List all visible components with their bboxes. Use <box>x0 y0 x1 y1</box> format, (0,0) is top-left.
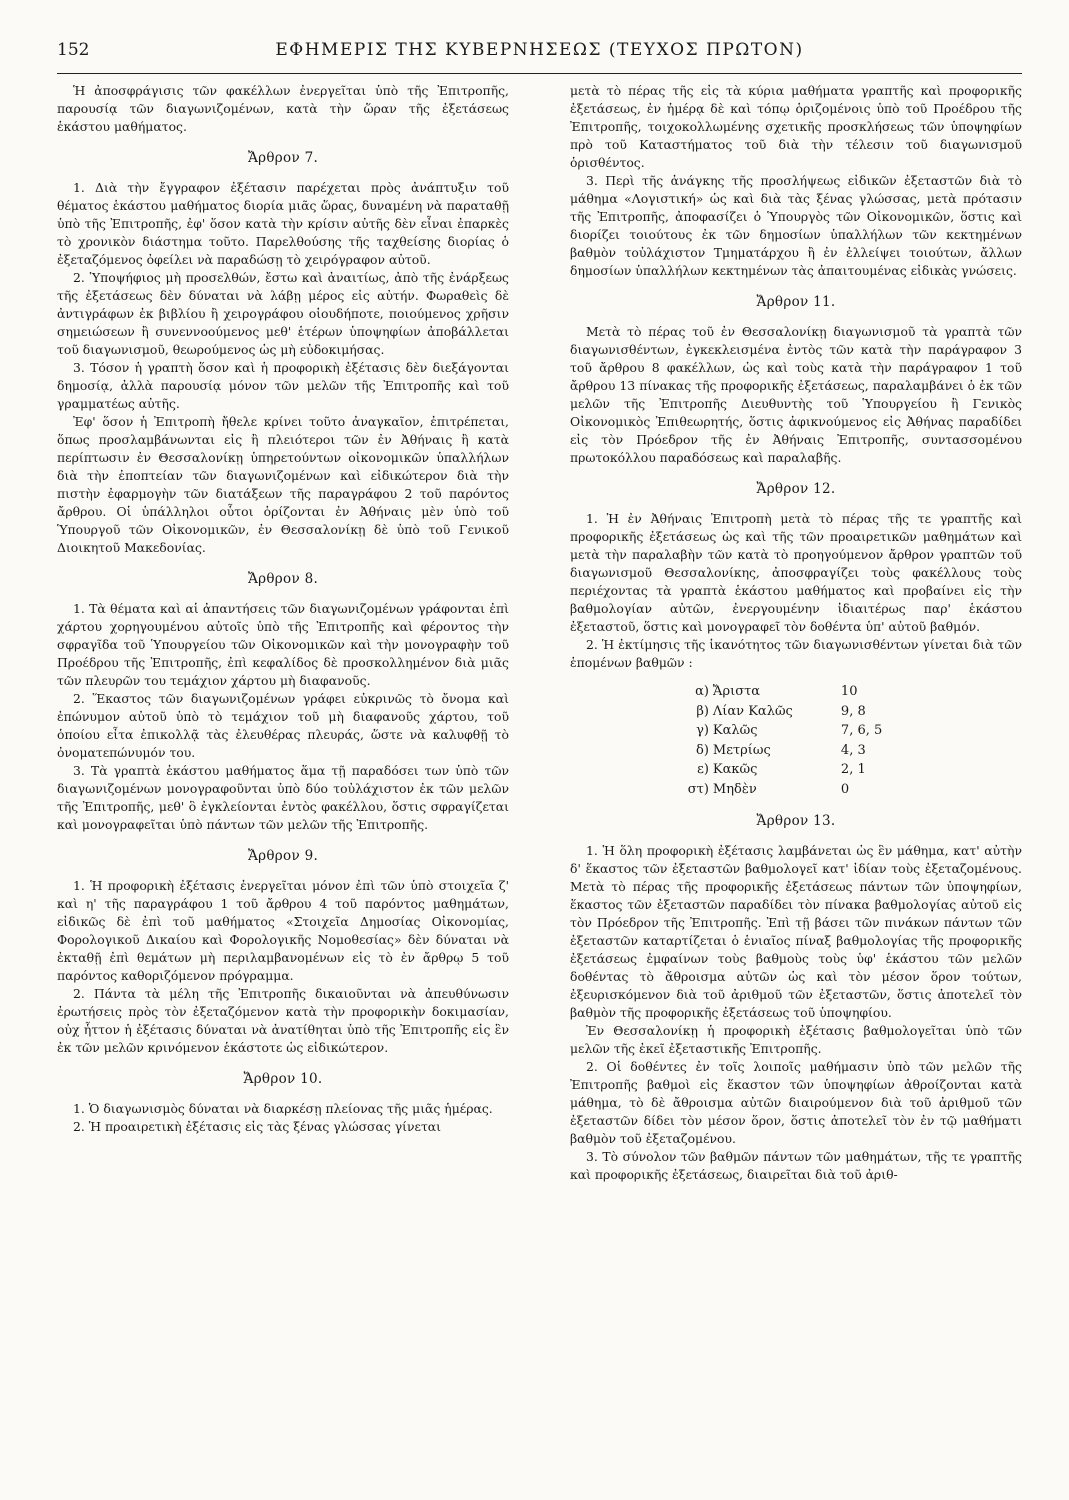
paragraph: 1. Ἡ ὅλη προφορικὴ ἐξέτασις λαμβάνεται ὡς ἓν μάθημα, κατ' αὐτὴν δ' ἕκαστος τῶν ἐξεταστῶν βαθμολογεῖ κατ' ἰδίαν τοὺς ἐξεταζομένους. Μετὰ τὸ πέρας τῆς προφορικῆς ἐξετάσεως πάντων τῶν ὑποψηφίων, ἕκαστος τῶν ἐξεταστῶν παραδίδει τὸν πίνακα βαθμολογίας αὐτοῦ εἰς τὸν Πρόεδρον τῆς Ἐπιτροπῆς. Ἐπὶ τῇ βάσει τῶν πινάκων πάντων τῶν ἐξεταστῶν καταρτίζεται ὁ ἑνιαῖος πίναξ βαθμολογίας τῆς προφορικῆς ἐξετάσεως ἐμφαίνων τοὺς βαθμοὺς τοὺς ὑφ' ἑκάστου τῶν μελῶν δοθέντας τὸ ἄθροισμα αὐτῶν ὡς καὶ τὸν μέσον ὅρον τούτων, ἐξευρισκόμενον διὰ τοῦ ἀριθμοῦ τῶν ἐξεταστῶν, ὅστις ἀποτελεῖ τὸν βαθμὸν τῆς προφορικῆς ἐξετάσεως τοῦ ὑποψηφίου. <box>570 843 1022 1020</box>
paragraph: 1. Τὰ θέματα καὶ αἱ ἀπαντήσεις τῶν διαγωνιζομένων γράφονται ἐπὶ χάρτου χορηγουμένου αὐτοῖς ὑπὸ τῆς Ἐπιτροπῆς καὶ φέροντος τὴν σφραγῖδα τοῦ Ὑπουργείου τῶν Οἰκονομικῶν καὶ τὴν μονογραφὴν τοῦ Προέδρου τῆς Ἐπιτροπῆς, ἐπὶ κεφαλίδος δὲ προσκολλημένον διὰ μιᾶς τῶν πλευρῶν του τεμάχιον χάρτου μὴ διαφανοῦς. <box>57 601 509 688</box>
page-number: 152 <box>57 40 90 60</box>
grade-name: Καλῶς <box>712 723 758 738</box>
grade-row <box>640 702 900 722</box>
paragraph: 2. Οἱ δοθέντες ἐν τοῖς λοιποῖς μαθήμασιν ὑπὸ τῶν μελῶν τῆς Ἐπιτροπῆς βαθμοὶ εἰς ἕκαστον τῶν ὑποψηφίων ἀθροίζονται κατὰ μάθημα, τὸ δὲ ἄθροισμα αὐτῶν διαιρούμενον διὰ τοῦ ἀριθμοῦ τῶν ἐξεταστῶν δίδει τὸν μέσον ὅρον, ὅστις ἀποτελεῖ τὸν ἐν τῷ μαθήματι βαθμὸν τοῦ ἐξεταζομένου. <box>570 1059 1022 1146</box>
paragraph: 2. Ἡ προαιρετικὴ ἐξέτασις εἰς τὰς ξένας γλώσσας γίνεται <box>73 1119 442 1134</box>
page-header <box>57 40 1022 74</box>
grade-letter: δ) <box>696 742 709 758</box>
grade-value: 10 <box>840 684 858 699</box>
grade-row <box>640 780 900 800</box>
grade-letter: β) <box>696 703 709 719</box>
paragraph: 1. Ἡ προφορικὴ ἐξέτασις ἐνεργεῖται μόνον ἐπὶ τῶν ὑπὸ στοιχεῖα ζ' καὶ η' τῆς παραγράφου 1 τοῦ ἄρθρου 4 τοῦ παρόντος μαθημάτων, εἰδικῶς δὲ ἐπὶ τοῦ μαθήματος «Στοιχεῖα Δημοσίας Οἰκονομίας, Φορολογικοῦ Δικαίου καὶ Φορολογικῆς Νομοθεσίας» δὲν δύναται νὰ ἐκταθῇ ἐπὶ θεμάτων μὴ περιλαμβανομένων εἰς τὸ ἐν ἄρθρῳ 5 τοῦ παρόντος καθοριζόμενον πρόγραμμα. <box>57 878 509 983</box>
grade-row <box>640 741 900 761</box>
paragraph: μετὰ τὸ πέρας τῆς εἰς τὰ κύρια μαθήματα γραπτῆς καὶ προφορικῆς ἐξετάσεως, ἐν ἡμέρᾳ δὲ καὶ τόπῳ ὁριζομένοις ὑπὸ τοῦ Προέδρου τῆς Ἐπιτροπῆς, τοιχοκολλωμένης σχετικῆς προσκλήσεως τῶν ὑποψηφίων πρὸ τοῦ Καταστήματος τοῦ διὰ τὴν τέλεσιν τοῦ διαγωνισμοῦ ὁρισθέντος. <box>570 83 1022 170</box>
grade-value: 0 <box>840 781 850 797</box>
article-heading: Ἄρθρον 7. <box>247 150 319 166</box>
article-heading: Ἄρθρον 9. <box>247 848 319 864</box>
paragraph: 2. Ὑποψήφιος μὴ προσελθών, ἔστω καὶ ἀναιτίως, ἀπὸ τῆς ἐνάρξεως τῆς ἐξετάσεως δὲν δύναται νὰ λάβῃ μέρος εἰς αὐτήν. Φωραθεὶς δὲ ἀντιγράφων ἐκ βιβλίου ἢ χειρογράφου οἱουδήποτε, ποιούμενος χρῆσιν σημειώσεων ἢ συνεννοούμενος μεθ' ἑτέρων ὑποψηφίων ἀποβάλλεται τοῦ διαγωνισμοῦ, θεωρούμενος ὡς μὴ εὐδοκιμήσας. <box>57 270 509 357</box>
grade-letter: γ) <box>696 723 709 738</box>
paragraph: 2. Ἡ ἐκτίμησις τῆς ἱκανότητος τῶν διαγωνισθέντων γίνεται διὰ τῶν ἑπομένων βαθμῶν : <box>570 637 1022 670</box>
article-heading: Ἄρθρον 8. <box>247 571 319 587</box>
grade-value: 4, 3 <box>840 742 866 758</box>
paragraph: 1. Ὁ διαγωνισμὸς δύναται νὰ διαρκέσῃ πλείονας τῆς μιᾶς ἡμέρας. <box>73 1101 493 1116</box>
journal-title: ΕΦΗΜΕΡΙΣ ΤΗΣ ΚΥΒΕΡΝΗΣΕΩΣ (ΤΕΥΧΟΣ ΠΡΩΤΟΝ) <box>275 40 804 60</box>
paragraph: 2. Πάντα τὰ μέλη τῆς Ἐπιτροπῆς δικαιοῦνται νὰ ἀπευθύνωσιν ἐρωτήσεις πρὸς τὸν ἐξεταζόμενον κατὰ τὴν προφορικὴν δοκιμασίαν, οὐχ ἧττον ἡ ἐξέτασις δύναται νὰ ἀνατίθηται ὑπὸ τῆς Ἐπιτροπῆς εἰς ἓν ἐκ τῶν μελῶν κρινόμενον ἑκάστοτε ὡς εἰδικώτερον. <box>57 986 509 1055</box>
paragraph: 3. Τὰ γραπτὰ ἑκάστου μαθήματος ἅμα τῇ παραδόσει των ὑπὸ τῶν διαγωνιζομένων μονογραφοῦνται ὑπὸ δύο τοὐλάχιστον ἐκ τῶν μελῶν τῆς Ἐπιτροπῆς, μεθ' ὃ ἐγκλείονται ἐντὸς φακέλλου, ὅστις σφραγίζεται καὶ μονογραφεῖται ὑπὸ πάντων τῶν μελῶν τῆς Ἐπιτροπῆς. <box>57 763 509 832</box>
grade-name: Ἄριστα <box>712 684 761 699</box>
paragraph: 3. Περὶ τῆς ἀνάγκης τῆς προσλήψεως εἰδικῶν ἐξεταστῶν διὰ τὸ μάθημα «Λογιστική» ὡς καὶ διὰ τὰς ξένας γλώσσας, μετὰ πρότασιν τῆς Ἐπιτροπῆς, ἀποφασίζει ὁ Ὑπουργὸς τῶν Οἰκονομικῶν, ὅστις καὶ διορίζει τοιούτους ἐκ τῶν δημοσίων ὑπαλλήλων τῶν κεκτημένων βαθμὸν τοὐλάχιστον Τμηματάρχου ἢ ἐν ἐλλείψει τοιούτων, ἄλλων δημοσίων ὑπαλλήλων κεκτημένων τὰς ἀπαιτουμένας εἰδικὰς γνώσεις. <box>570 173 1022 278</box>
grade-value: 2, 1 <box>840 762 866 777</box>
paragraph: 2. Ἕκαστος τῶν διαγωνιζομένων γράφει εὐκρινῶς τὸ ὄνομα καὶ ἐπώνυμον αὐτοῦ ὑπὸ τὸ τεμάχιον τοῦ μὴ διαφανοῦς χάρτου, τοῦ ὁποίου εἶτα ἐπικολλᾷ τὰς ἐλευθέρας πλευράς, ὥστε νὰ καλυφθῇ τὸ ὀνοματεπώνυμόν του. <box>57 691 509 760</box>
grade-name: Κακῶς <box>712 762 758 777</box>
paragraph: 1. Ἡ ἐν Ἀθήναις Ἐπιτροπὴ μετὰ τὸ πέρας τῆς τε γραπτῆς καὶ προφορικῆς ἐξετάσεως ὡς καὶ τῆς τῶν προαιρετικῶν μαθημάτων καὶ μετὰ τὴν παραλαβὴν τῶν κατὰ τὸ προηγούμενον ἄρθρον γραπτῶν τοῦ διαγωνισμοῦ Θεσσαλονίκης, ἀποσφραγίζει τοὺς φακέλλους τοὺς περιέχοντας τὰ γραπτὰ ἑκάστου μαθήματος καὶ προβαίνει εἰς τὴν βαθμολογίαν αὐτῶν, ἐνεργουμένην ἰδιαιτέρως παρ' ἑκάστου ἐξεταστοῦ, ὅστις καὶ μονογραφεῖ τὸν δοθέντα ὑπ' αὐτοῦ βαθμόν. <box>570 511 1022 634</box>
article-heading: Ἄρθρον 11. <box>756 294 836 310</box>
paragraph: Ἡ ἀποσφράγισις τῶν φακέλλων ἐνεργεῖται ὑπὸ τῆς Ἐπιτροπῆς, παρουσίᾳ τῶν διαγωνιζομένων, κατὰ τὴν ὥραν τῆς ἐξετάσεως ἑκάστου μαθήματος. <box>57 83 509 134</box>
paragraph: Ἐν Θεσσαλονίκῃ ἡ προφορικὴ ἐξέτασις βαθμολογεῖται ὑπὸ τῶν μελῶν τῆς ἐκεῖ ἐξεταστικῆς Ἐπιτροπῆς. <box>570 1023 1022 1056</box>
grade-name: Μηδὲν <box>712 781 757 797</box>
grade-letter: α) <box>695 684 709 699</box>
grade-scale <box>640 682 900 799</box>
article-heading: Ἄρθρον 12. <box>756 481 836 497</box>
grade-row <box>640 721 900 741</box>
grade-row <box>640 760 900 780</box>
grade-name: Λίαν Καλῶς <box>712 703 793 719</box>
paragraph: 1. Διὰ τὴν ἔγγραφον ἐξέτασιν παρέχεται πρὸς ἀνάπτυξιν τοῦ θέματος ἑκάστου μαθήματος διορία μιᾶς ὥρας, δυναμένη νὰ παραταθῇ ὑπὸ τῆς Ἐπιτροπῆς, ἐφ' ὅσον κατὰ τὴν κρίσιν αὐτῆς δὲν εἶναι ἐπαρκὲς τὸ χρονικὸν διάστημα τοῦτο. Παρελθούσης τῆς ταχθείσης διορίας ὁ ἐξεταζόμενος ὀφείλει νὰ παραδώσῃ τὸ χειρόγραφον αὐτοῦ. <box>57 180 509 267</box>
grade-name: Μετρίως <box>712 742 771 758</box>
text-columns <box>57 82 1022 1184</box>
left-column <box>57 82 509 1184</box>
grade-row <box>640 682 900 702</box>
grade-letter: στ) <box>687 781 709 797</box>
paragraph: Ἐφ' ὅσον ἡ Ἐπιτροπὴ ἤθελε κρίνει τοῦτο ἀναγκαῖον, ἐπιτρέπεται, ὅπως προσλαμβάνωνται εἰς ἢ πλειότεροι τῶν ἐν Ἀθήναις ἢ κατὰ περίπτωσιν ἐν Θεσσαλονίκῃ ὑπηρετούντων οἰκονομικῶν ὑπαλλήλων διὰ τὴν ἐποπτείαν τῶν διαγωνιζομένων καὶ εἰδικώτερον διὰ τὴν πιστὴν ἐφαρμογὴν τῶν διατάξεων τῆς παραγράφου 2 τοῦ παρόντος ἄρθρου. Οἱ ὑπάλληλοι οὗτοι ὁρίζονται ἐν Ἀθήναις μὲν ὑπὸ τοῦ Ὑπουργοῦ τῶν Οἰκονομικῶν, ἐν Θεσσαλονίκῃ δὲ ὑπὸ τοῦ Γενικοῦ Διοικητοῦ Μακεδονίας. <box>57 414 509 555</box>
article-heading: Ἄρθρον 13. <box>756 813 836 829</box>
article-heading: Ἄρθρον 10. <box>243 1071 323 1087</box>
grade-value: 7, 6, 5 <box>840 723 883 738</box>
grade-letter: ε) <box>697 762 709 777</box>
paragraph: 3. Τὸ σύνολον τῶν βαθμῶν πάντων τῶν μαθημάτων, τῆς τε γραπτῆς καὶ προφορικῆς ἐξετάσεως, διαιρεῖται διὰ τοῦ ἀριθ- <box>570 1149 1022 1182</box>
paragraph: Μετὰ τὸ πέρας τοῦ ἐν Θεσσαλονίκῃ διαγωνισμοῦ τὰ γραπτὰ τῶν διαγωνισθέντων, ἐγκεκλεισμένα ἐντὸς τῶν κατὰ τὴν παράγραφον 3 τοῦ ἄρθρου 8 φακέλλων, ὡς καὶ τοὺς κατὰ τὴν παράγραφον 1 τοῦ ἄρθρου 13 πίνακας τῆς προφορικῆς ἐξετάσεως, παραλαμβάνει ὁ ἐκ τῶν μελῶν τῆς Ἐπιτροπῆς Διευθυντὴς τοῦ Ὑπουργείου ἢ Γενικὸς Οἰκονομικὸς Ἐπιθεωρητής, ὅστις ἀφικνούμενος εἰς Ἀθήνας παραδίδει εἰς τὸν Πρόεδρον τῆς ἐν Ἀθήναις Ἐπιτροπῆς, συντασσομένου πρωτοκόλλου παραδόσεως καὶ παραλαβῆς. <box>570 324 1022 465</box>
grade-value: 9, 8 <box>840 703 866 719</box>
paragraph: 3. Τόσον ἡ γραπτὴ ὅσον καὶ ἡ προφορικὴ ἐξέτασις δὲν διεξάγονται δημοσίᾳ, ἀλλὰ παρουσίᾳ μόνον τῶν μελῶν τῆς Ἐπιτροπῆς καὶ τοῦ γραμματέως αὐτῆς. <box>57 360 509 411</box>
right-column <box>570 82 1022 1184</box>
